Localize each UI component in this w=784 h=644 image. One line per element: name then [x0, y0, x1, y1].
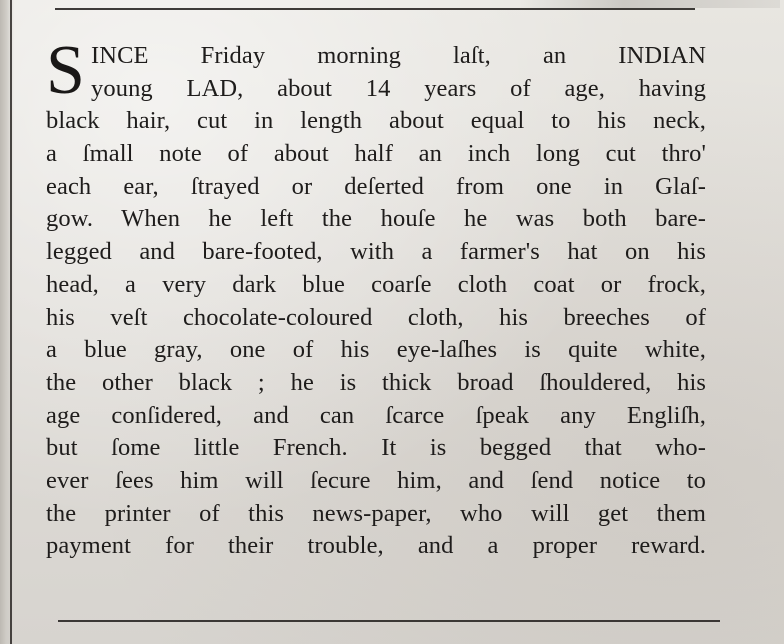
ad-line-7: legged and bare-footed, with a farmer's hat on his	[46, 238, 706, 266]
ad-line-15: the printer of this news-paper, who will get them	[46, 499, 706, 527]
column-border-line	[10, 0, 12, 644]
opening-paragraph-head	[46, 40, 706, 105]
ad-line-16: payment for their trouble, and a proper reward.	[46, 532, 706, 560]
ad-line-5: each ear, ſtrayed or deſerted from one in Glaſ-	[46, 172, 706, 200]
ad-line-14: ever ſees him will ſecure him, and ſend notice to	[46, 466, 706, 494]
ad-line-13: but ſome little French. It is begged that who-	[46, 434, 706, 462]
ad-line-10: a blue gray, one of his eye-laſhes is quite white,	[46, 336, 706, 364]
bottom-rule	[58, 620, 720, 622]
drop-cap: S	[46, 40, 86, 106]
runaway-advertisement	[46, 40, 706, 563]
top-rule	[55, 8, 695, 10]
ad-line-1: INCE Friday morning laſt, an INDIAN	[91, 42, 706, 69]
ad-line-8: head, a very dark blue coarſe cloth coat or frock,	[46, 270, 706, 298]
ad-line-4: a ſmall note of about half an inch long cut thro'	[46, 140, 706, 168]
ad-line-12: age conſidered, and can ſcarce ſpeak any Engliſh,	[46, 401, 706, 429]
ad-line-11: the other black ; he is thick broad ſhouldered, his	[46, 368, 706, 396]
ink-bleed-through	[520, 0, 780, 8]
ad-line-3: black hair, cut in length about equal to his neck,	[46, 107, 706, 135]
ad-line-6: gow. When he left the houſe he was both bare-	[46, 205, 706, 233]
ad-line-9: his veſt chocolate-coloured cloth, his breeches of	[46, 303, 706, 331]
ad-line-2: young LAD, about 14 years of age, having	[91, 74, 706, 102]
